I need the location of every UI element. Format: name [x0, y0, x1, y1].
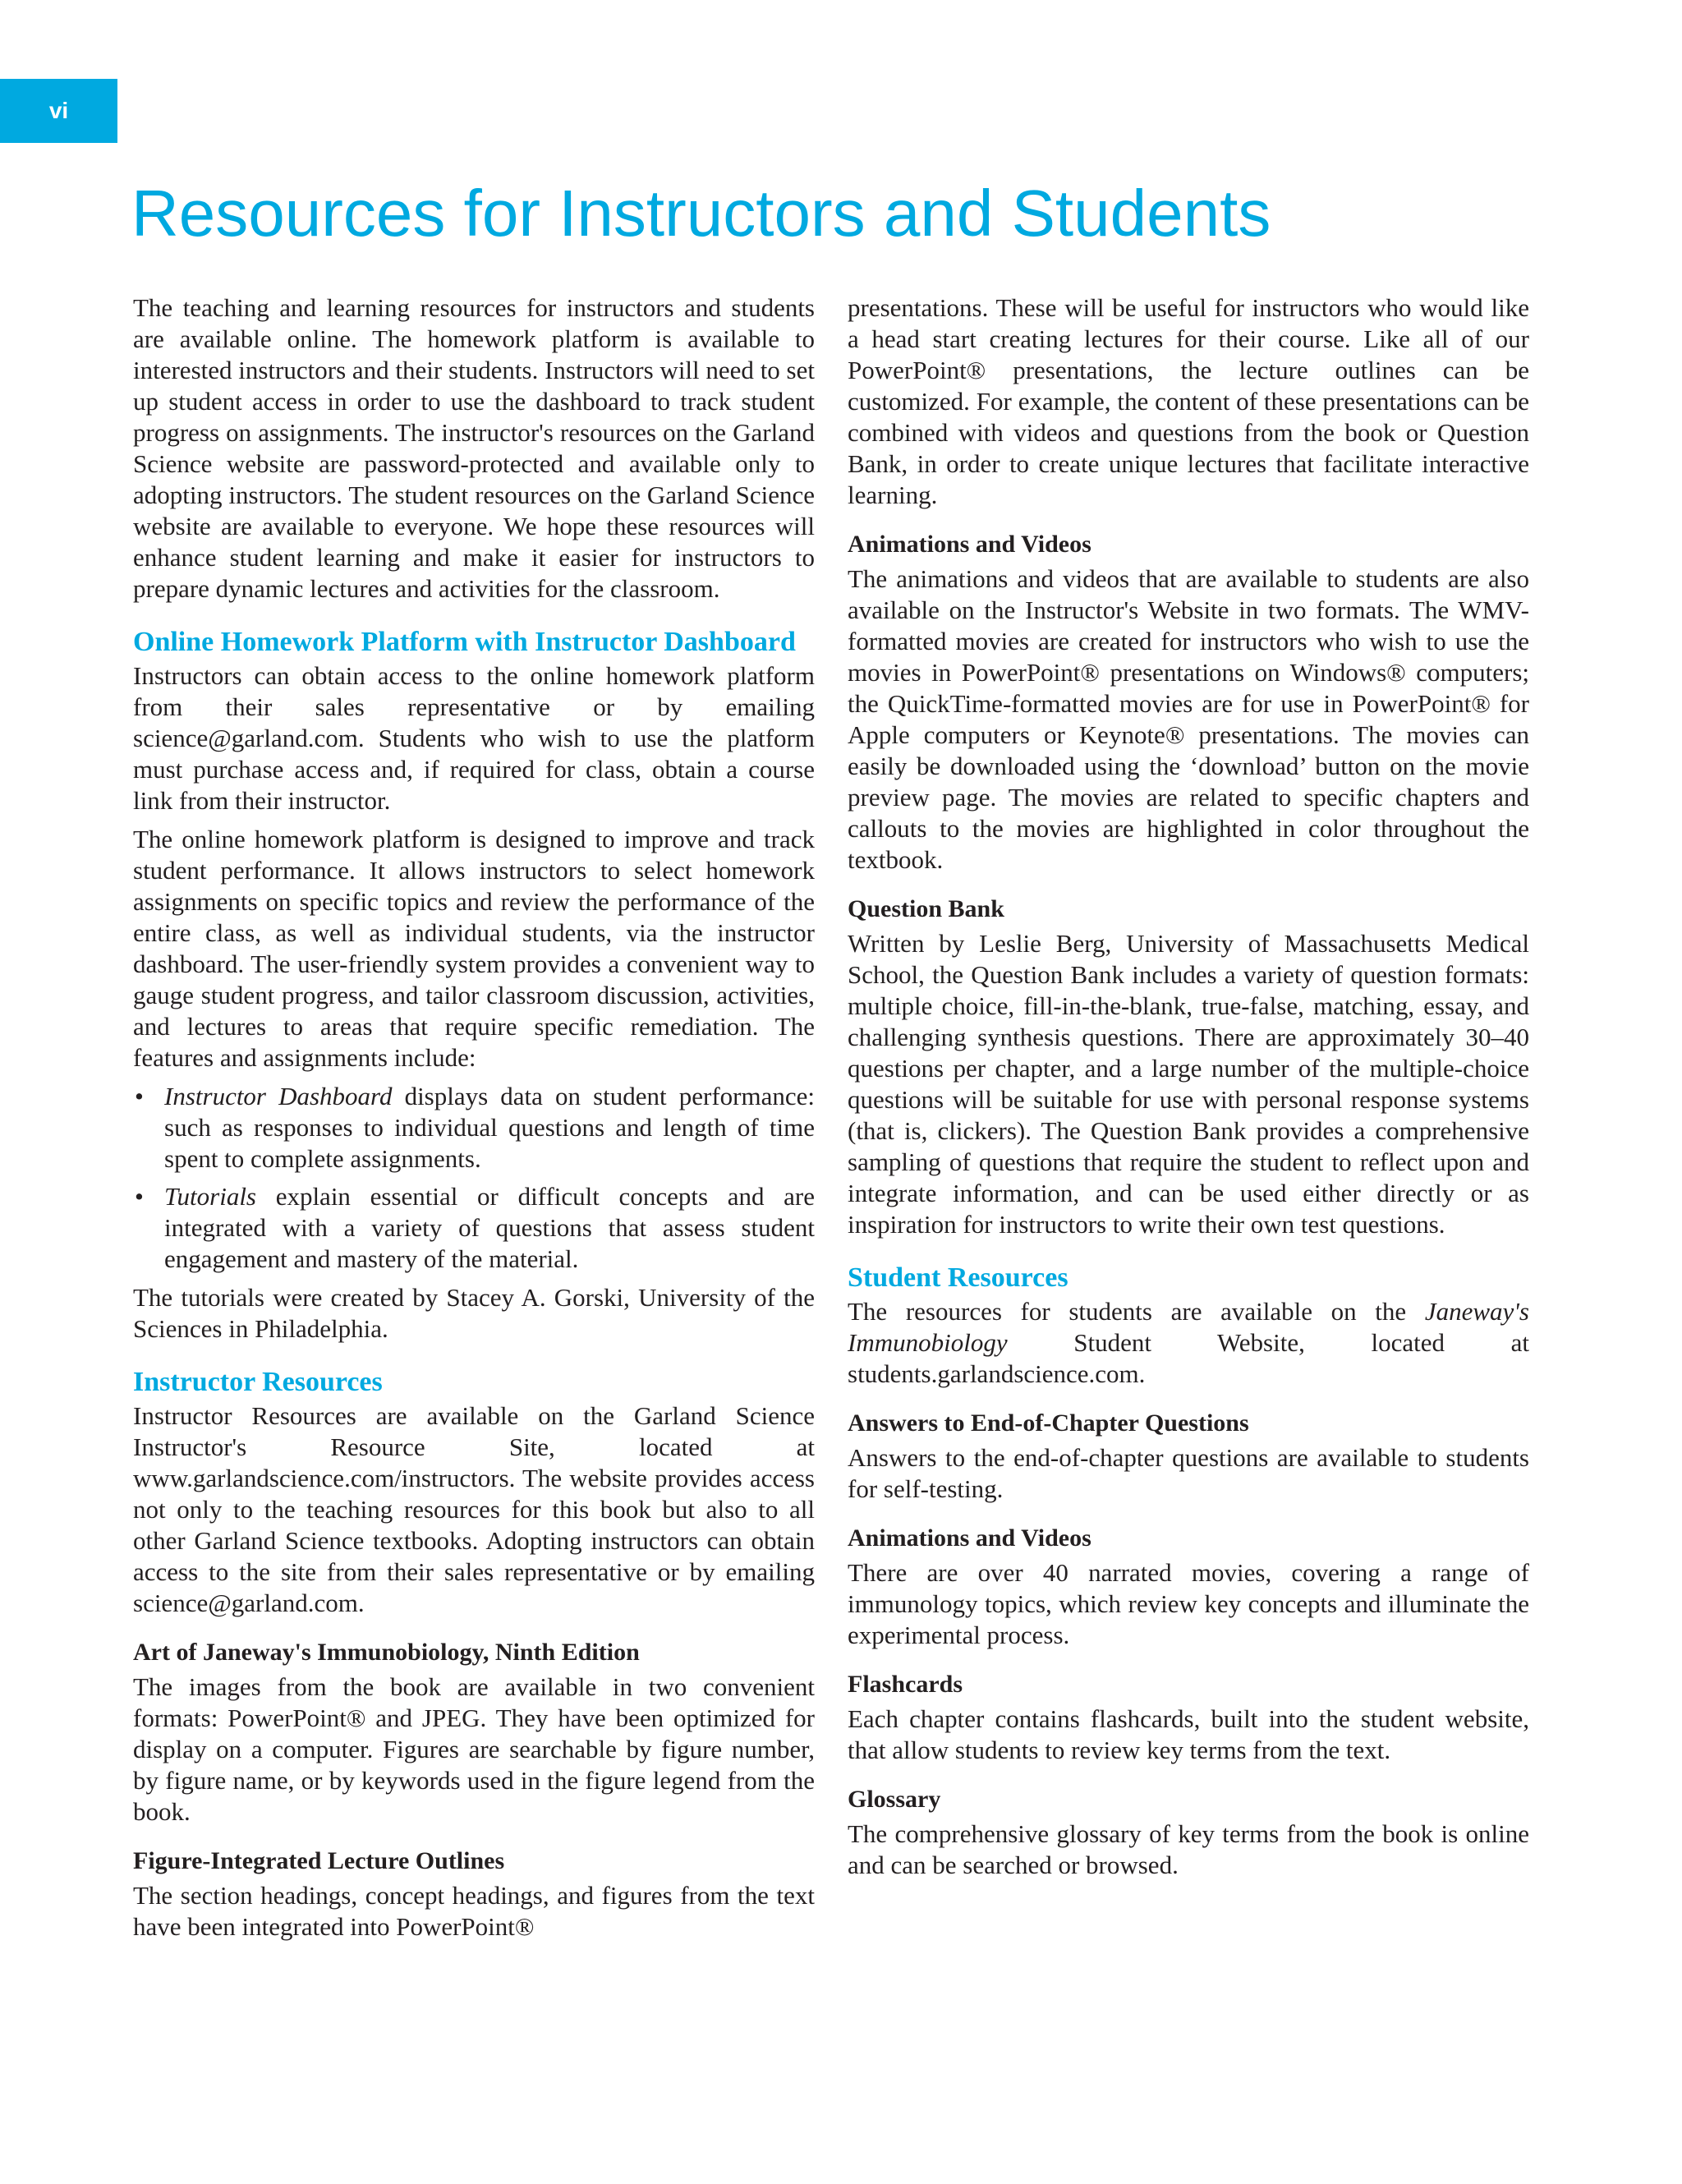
bullet-icon: • — [135, 1082, 144, 1110]
list-item — [133, 1081, 815, 1175]
homework-platform-heading: Online Homework Platform with Instructor Dashboard — [133, 627, 796, 657]
list-item — [133, 1181, 815, 1275]
left-column — [133, 292, 815, 1950]
glossary-heading: Glossary — [848, 1786, 941, 1813]
instructor-resources-paragraph: Instructor Resources are available on the Garland Science Instructor's Resource Site, located at www.garlandscience.com/instructors. The website provides access not only to the teaching resources for this book but also to all other Garland Science textbooks. Adopting instructors can obtain access to the site from their sales representative or by emailing science@garland.com. — [133, 1401, 815, 1617]
feature-term: Instructor Dashboard — [164, 1082, 393, 1110]
tutorials-credit: The tutorials were created by Stacey A. Gorski, University of the Sciences in Philadelphia. — [133, 1283, 815, 1343]
question-bank-heading: Question Bank — [848, 895, 1004, 922]
book-title: Janeway's Immunobiology — [848, 1297, 1529, 1357]
features-list — [133, 1081, 815, 1275]
lecture-outlines-continued: presentations. These will be useful for instructors who would like a head start creating lectures for their course. Like all of our PowerPoint® presentations, the lecture outlines can be customized. For example, the content of these presentations can be combined with videos and questions from the book or Question Bank, in order to create unique lectures that facilitate interactive learning. — [848, 293, 1529, 509]
student-animations-heading: Animations and Videos — [848, 1524, 1091, 1552]
student-resources-text-start: The resources for students are available on the — [848, 1297, 1425, 1326]
art-paragraph: The images from the book are available in two convenient formats: PowerPoint® and JPEG. They have been optimized for display on a computer. Figures are searchable by figure number, by figure name, or by keywords used in the figure legend from the book. — [133, 1672, 815, 1826]
feature-text: explain essential or difficult concepts and are integrated with a variety of questions that assess student engagement and mastery of the material. — [164, 1182, 815, 1273]
student-resources-paragraph — [848, 1296, 1529, 1390]
student-animations-paragraph: There are over 40 narrated movies, covering a range of immunology topics, which review key concepts and illuminate the experimental process. — [848, 1558, 1529, 1649]
flashcards-heading: Flashcards — [848, 1671, 963, 1698]
glossary-paragraph: The comprehensive glossary of key terms from the book is online and can be searched or browsed. — [848, 1819, 1529, 1879]
intro-paragraph: The teaching and learning resources for instructors and students are available online. The homework platform is available to interested instructors and their students. Instructors will need to set up student access in order to use the dashboard to track student progress on assignments. The instructor's resources on the Garland Science website are password-protected and available only to adopting instructors. The student resources on the Garland Science website are available to everyone. We hope these resources will enhance student learning and make it easier for instructors to prepare dynamic lectures and activities for the classroom. — [133, 293, 815, 603]
page-number-tab — [0, 79, 117, 143]
student-resources-text-end: Student Website, located at students.garlandscience.com. — [848, 1328, 1529, 1388]
lecture-outlines-paragraph: The section headings, concept headings, and figures from the text have been integrated into PowerPoint® — [133, 1881, 815, 1941]
flashcards-paragraph: Each chapter contains flashcards, built into the student website, that allow students to review key terms from the text. — [848, 1704, 1529, 1764]
feature-term: Tutorials — [164, 1182, 256, 1211]
question-bank-paragraph: Written by Leslie Berg, University of Massachusetts Medical School, the Question Bank includes a variety of question formats: multiple choice, fill-in-the-blank, true-false, matching, essay, and challenging synthesis questions. There are approximately 30–40 questions per chapter, and a large number of the multiple-choice questions will be suitable for use with personal response systems (that is, clickers). The Question Bank provides a comprehensive sampling of questions that require the student to reflect upon and integrate information, and can be used either directly or as inspiration for instructors to write their own test questions. — [848, 929, 1529, 1239]
instructor-resources-heading: Instructor Resources — [133, 1367, 383, 1397]
instructor-animations-paragraph: The animations and videos that are available to students are also available on the Instructor's Website in two formats. The WMV-formatted movies are created for instructors who wish to use the movies in PowerPoint® presentations on Windows® computers; the QuickTime-formatted movies are for use in PowerPoint® for Apple computers or Keynote® presentations. The movies can easily be downloaded using the ‘download’ button on the movie preview page. The movies are related to specific chapters and callouts to the movies are highlighted in color throughout the textbook. — [848, 564, 1529, 874]
answers-heading: Answers to End-of-Chapter Questions — [848, 1409, 1249, 1437]
answers-paragraph: Answers to the end-of-chapter questions are available to students for self-testing. — [848, 1443, 1529, 1503]
student-resources-heading: Student Resources — [848, 1262, 1068, 1293]
feature-text: displays data on student performance: such as responses to individual questions and length of time spent to complete assignments. — [164, 1082, 815, 1173]
homework-paragraph-2: The online homework platform is designed to improve and track student performance. It allows instructors to select homework assignments on specific topics and review the performance of the entire class, as well as individual students, via the instructor dashboard. The user-friendly system provides a convenient way to gauge student progress, and tailor classroom discussion, activities, and lectures to areas that require specific remediation. The features and assignments include: — [133, 825, 815, 1072]
lecture-outlines-heading: Figure-Integrated Lecture Outlines — [133, 1847, 505, 1874]
page-number: vi — [48, 98, 69, 123]
art-heading: Art of Janeway's Immunobiology, Ninth Edition — [133, 1639, 640, 1666]
homework-paragraph-1: Instructors can obtain access to the online homework platform from their sales representative or by emailing science@garland.com. Students who wish to use the platform must purchase access and, if required for class, obtain a course link from their instructor. — [133, 661, 815, 815]
right-column — [848, 292, 1529, 1888]
page-title: Resources for Instructors and Students — [131, 177, 1271, 250]
bullet-icon: • — [135, 1182, 144, 1211]
instructor-animations-heading: Animations and Videos — [848, 531, 1091, 558]
